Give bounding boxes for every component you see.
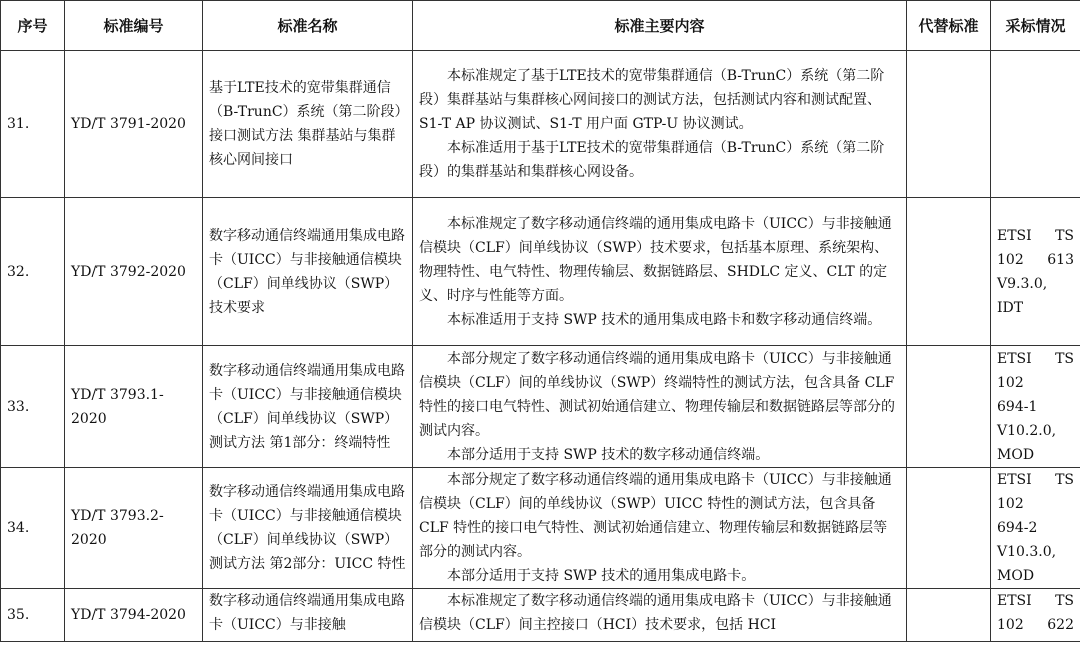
adopt-line: ETSI TS <box>997 227 1074 244</box>
adopt-line: 102 613 <box>997 251 1074 268</box>
table-row <box>1 346 1080 468</box>
name-cell: 基于LTE技术的宽带集群通信（B-TrunC）系统（第二阶段）接口测试方法 集群基站与集群核心网间接口 <box>203 51 413 198</box>
adopt-line: ETSI TS <box>997 350 1074 367</box>
content-cell <box>413 198 907 346</box>
replace-cell <box>907 51 991 198</box>
adopt-cell <box>991 468 1080 589</box>
adopt-cell <box>991 51 1080 198</box>
content-cell <box>413 51 907 198</box>
adopt-line: V9.3.0, <box>997 275 1048 292</box>
table-row <box>1 198 1080 346</box>
adopt-line: 694-1 <box>997 398 1038 415</box>
replace-cell <box>907 468 991 589</box>
header-name: 标准名称 <box>203 1 413 51</box>
adopt-line: 102 <box>997 374 1024 391</box>
adopt-line: V10.3.0, <box>997 544 1057 560</box>
table-row <box>1 589 1080 642</box>
header-seq: 序号 <box>1 1 65 51</box>
header-row <box>1 1 1080 51</box>
code-cell: YD/T 3794-2020 <box>65 589 203 642</box>
content-paragraph: 本标准适用于支持 SWP 技术的通用集成电路卡和数字移动通信终端。 <box>447 311 882 328</box>
name-cell: 数字移动通信终端通用集成电路卡（UICC）与非接触通信模块（CLF）间单线协议（SWP）测试方法 第1部分：终端特性 <box>203 346 413 468</box>
seq-cell: 35. <box>1 589 65 642</box>
name-cell: 数字移动通信终端通用集成电路卡（UICC）与非接触 <box>203 589 413 642</box>
content-paragraph: 本部分适用于支持 SWP 技术的数字移动通信终端。 <box>447 446 770 463</box>
header-content: 标准主要内容 <box>413 1 907 51</box>
seq-cell: 32. <box>1 198 65 346</box>
name-cell: 数字移动通信终端通用集成电路卡（UICC）与非接触通信模块（CLF）间单线协议（SWP）技术要求 <box>203 198 413 346</box>
content-paragraph: 本部分适用于支持 SWP 技术的通用集成电路卡。 <box>447 568 756 584</box>
adopt-line: ETSI TS <box>997 472 1074 488</box>
code-cell: YD/T 3792-2020 <box>65 198 203 346</box>
replace-cell <box>907 346 991 468</box>
content-cell <box>413 468 907 589</box>
content-paragraph: 本标准规定了数字移动通信终端的通用集成电路卡（UICC）与非接触通信模块（CLF）间单线协议（SWP）技术要求，包括基本原理、系统架构、物理特性、电气特性、物理传输层、数据链路层、SHDLC 定义、CLT 的定义、时序与性能等方面。 <box>419 215 892 304</box>
content-paragraph: 本部分规定了数字移动通信终端的通用集成电路卡（UICC）与非接触通信模块（CLF）间的单线协议（SWP）UICC 特性的测试方法，包含具备 CLF 特性的接口电气特性、测试初始通信建立、物理传输层和数据链路层等部分的测试内容。 <box>419 472 892 560</box>
adopt-line: ETSI TS <box>997 593 1074 609</box>
content-paragraph: 本标准规定了数字移动通信终端的通用集成电路卡（UICC）与非接触通信模块（CLF）间主控接口（HCI）技术要求，包括 HCI <box>419 593 892 633</box>
content-paragraph: 本标准适用于基于LTE技术的宽带集群通信（B-TrunC）系统（第二阶段）的集群基站和集群核心网设备。 <box>419 140 885 180</box>
header-code: 标准编号 <box>65 1 203 51</box>
replace-cell <box>907 589 991 642</box>
content-cell <box>413 346 907 468</box>
adopt-line: 102 <box>997 496 1024 512</box>
seq-cell: 33. <box>1 346 65 468</box>
adopt-line: MOD <box>997 568 1035 584</box>
replace-cell <box>907 198 991 346</box>
header-adopt: 采标情况 <box>991 1 1080 51</box>
code-cell: YD/T 3793.1-2020 <box>65 346 203 468</box>
header-replace: 代替标准 <box>907 1 991 51</box>
adopt-cell <box>991 589 1080 642</box>
content-cell <box>413 589 907 642</box>
adopt-line: V10.2.0, <box>997 422 1057 439</box>
seq-cell: 34. <box>1 468 65 589</box>
table-row <box>1 468 1080 589</box>
code-cell: YD/T 3791-2020 <box>65 51 203 198</box>
content-paragraph: 本部分规定了数字移动通信终端的通用集成电路卡（UICC）与非接触通信模块（CLF）间的单线协议（SWP）终端特性的测试方法，包含具备 CLF 特性的接口电气特性、测试初始通信建立、物理传输层和数据链路层等部分的测试内容。 <box>419 350 895 439</box>
adopt-line: MOD <box>997 446 1035 463</box>
adopt-cell <box>991 346 1080 468</box>
content-paragraph: 本标准规定了基于LTE技术的宽带集群通信（B-TrunC）系统（第二阶段）集群基站与集群核心网间接口的测试方法，包括测试内容和测试配置、S1-T AP 协议测试、S1-T 用户面 GTP-U 协议测试。 <box>419 68 885 132</box>
code-cell: YD/T 3793.2-2020 <box>65 468 203 589</box>
adopt-cell <box>991 198 1080 346</box>
adopt-line: 102 622 <box>997 617 1074 633</box>
name-cell: 数字移动通信终端通用集成电路卡（UICC）与非接触通信模块（CLF）间单线协议（SWP）测试方法 第2部分：UICC 特性 <box>203 468 413 589</box>
adopt-line: IDT <box>997 299 1024 316</box>
adopt-line: 694-2 <box>997 520 1038 536</box>
seq-cell: 31. <box>1 51 65 198</box>
table-row <box>1 51 1080 198</box>
